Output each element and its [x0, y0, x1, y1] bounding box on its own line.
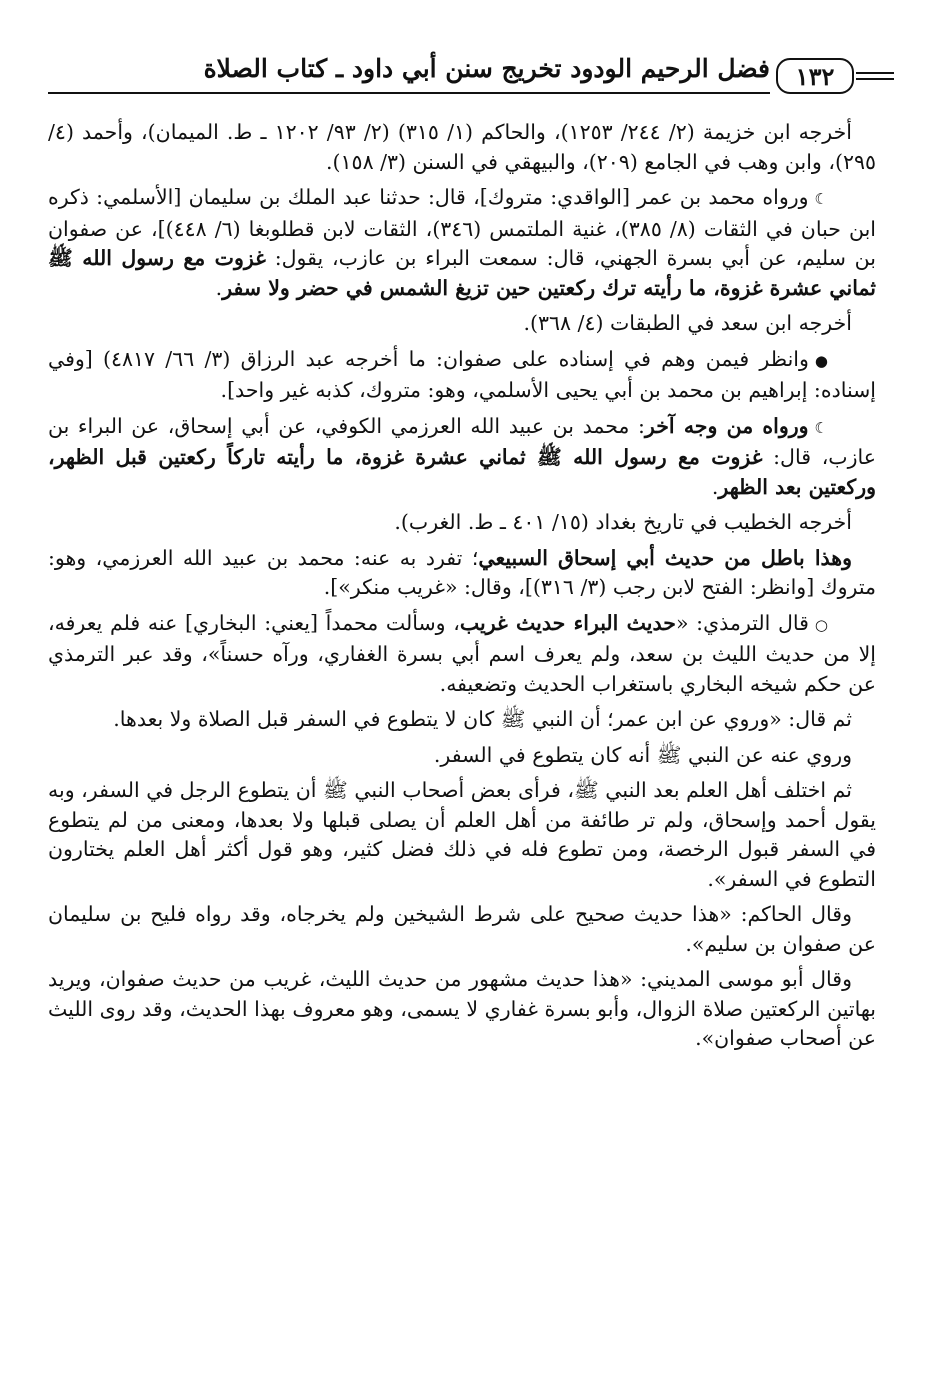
ornament-line [856, 78, 894, 80]
text: وقال أبو موسى المديني: «هذا حديث مشهور من حديث الليث، غريب من حديث صفوان، ويريد بهاتين الركعتين صلاة الزوال، وأبو بسرة غفاري لا يسمى، وهو معروف بهذا الحديث، وقد روى الليث عن أصحاب صفوان». [48, 967, 876, 1050]
bold-text: وهذا باطل من حديث أبي إسحاق السبيعي [478, 545, 852, 570]
page-number: ١٣٢ [776, 58, 854, 94]
page-body [48, 118, 876, 1060]
paragraph-marker-icon: ☾ [814, 190, 828, 208]
bold-text: ورواه من وجه آخر [644, 413, 809, 438]
text: أخرجه ابن خزيمة (٢/ ٢٤٤/ ١٢٥٣)، والحاكم (١/ ٣١٥) (٢/ ٩٣/ ١٢٠٢ ـ ط. الميمان)، وأحمد (٤/ ٢٩٥)، وابن وهب في الجامع (٢٠٩)، والبيهقي في السنن (٣/ ١٥٨). [48, 120, 876, 174]
text: ؛ تفرد به عنه: محمد بن عبيد الله العرزمي، وهو: متروك [وانظر: الفتح لابن رجب (٣/ ٣١٦)]، وقال: «غريب منكر»]. [48, 545, 876, 599]
bold-text: غزوت مع رسول الله ﷺ ثماني عشرة غزوة، ما رأيته تاركاً ركعتين قبل الظهر، وركعتين بعد الظهر [48, 445, 876, 499]
text: وقال الحاكم: «هذا حديث صحيح على شرط الشيخين ولم يخرجاه، وقد رواه فليح بن سليمان عن صفوان بن سليم». [48, 902, 876, 956]
text: ثم اختلف أهل العلم بعد النبي ﷺ، فرأى بعض أصحاب النبي ﷺ أن يتطوع الرجل في السفر، وبه يقول أحمد وإسحاق، ولم تر طائفة من أهل العلم أن يصلى قبلها ولا بعدها، ومعنى من لم يتطوع في السفر قبول الرخصة، ومن تطوع فله في ذلك فضل كثير، وهو قول أكثر أهل العلم يختارون التطوع في السفر». [48, 778, 876, 891]
ornament-line [856, 72, 894, 74]
text: . [711, 474, 719, 499]
paragraph [48, 776, 876, 894]
bold-text: غزوت مع رسول الله ﷺ ثماني عشرة غزوة، ما رأيته ترك ركعتين حين تزيغ الشمس في حضر ولا سفر [48, 246, 876, 300]
paragraph [48, 544, 876, 603]
text: . [215, 275, 223, 300]
paragraph [48, 345, 876, 406]
text: وانظر فيمن وهم في إسناده على صفوان: ما أخرجه عبد الرزاق (٣/ ٦٦/ ٤٨١٧) [وفي إسناده: إبراهيم بن محمد بن أبي يحيى الأسلمي، وهو: متروك، كذبه غير واحد]. [48, 346, 876, 402]
header-rule [48, 92, 770, 94]
paragraph-marker-icon: ● [814, 351, 828, 370]
text: قال الترمذي: « [675, 610, 809, 635]
paragraph [48, 705, 876, 735]
paragraph [48, 508, 876, 538]
page-header [48, 52, 894, 96]
paragraph [48, 609, 876, 700]
text: ثم قال: «وروي عن ابن عمر؛ أن النبي ﷺ كان لا يتطوع في السفر قبل الصلاة ولا بعدها. [113, 707, 852, 731]
text: أخرجه ابن سعد في الطبقات (٤/ ٣٦٨). [523, 311, 852, 335]
paragraph [48, 900, 876, 959]
text: وروي عنه عن النبي ﷺ أنه كان يتطوع في السفر. [433, 742, 852, 767]
paragraph [48, 741, 876, 771]
paragraph-marker-icon: ☾ [814, 418, 828, 437]
text: ، وسألت محمداً [يعني: البخاري] عنه فلم يعرفه، إلا من حديث الليث بن سعد، ولم يعرف اسم أبي بسرة الغفاري، ورآه حسناً»، وقد عبر الترمذي عن حكم شيخه البخاري باستغراب الحديث وتضعيفه. [48, 610, 876, 696]
paragraph [48, 183, 876, 303]
paragraph-marker-icon: ○ [814, 615, 828, 634]
paragraph [48, 412, 876, 503]
bold-text: حديث البراء حديث غريب [459, 610, 676, 635]
text: ورواه محمد بن عمر [الواقدي: متروك]، قال: حدثنا عبد الملك بن سليمان [الأسلمي: ذكره ابن حبان في الثقات (٨/ ٣٨٥)، غنية الملتمس (٣٤٦)، الثقات لابن قطلوبغا (٦/ ٤٤٨)]، عن صفوان بن سليم، عن أبي بسرة الجهني، قال: سمعت البراء بن عازب، يقول: [48, 185, 876, 270]
paragraph [48, 309, 876, 339]
paragraph [48, 118, 876, 177]
paragraph [48, 965, 876, 1054]
running-title: فضل الرحيم الودود تخريج سنن أبي داود ـ كتاب الصلاة [203, 54, 770, 83]
text: : محمد بن عبيد الله العرزمي الكوفي، عن أبي إسحاق، عن البراء بن عازب، قال: [48, 413, 876, 469]
text: أخرجه الخطيب في تاريخ بغداد (١٥/ ٤٠١ ـ ط. الغرب). [394, 510, 852, 534]
